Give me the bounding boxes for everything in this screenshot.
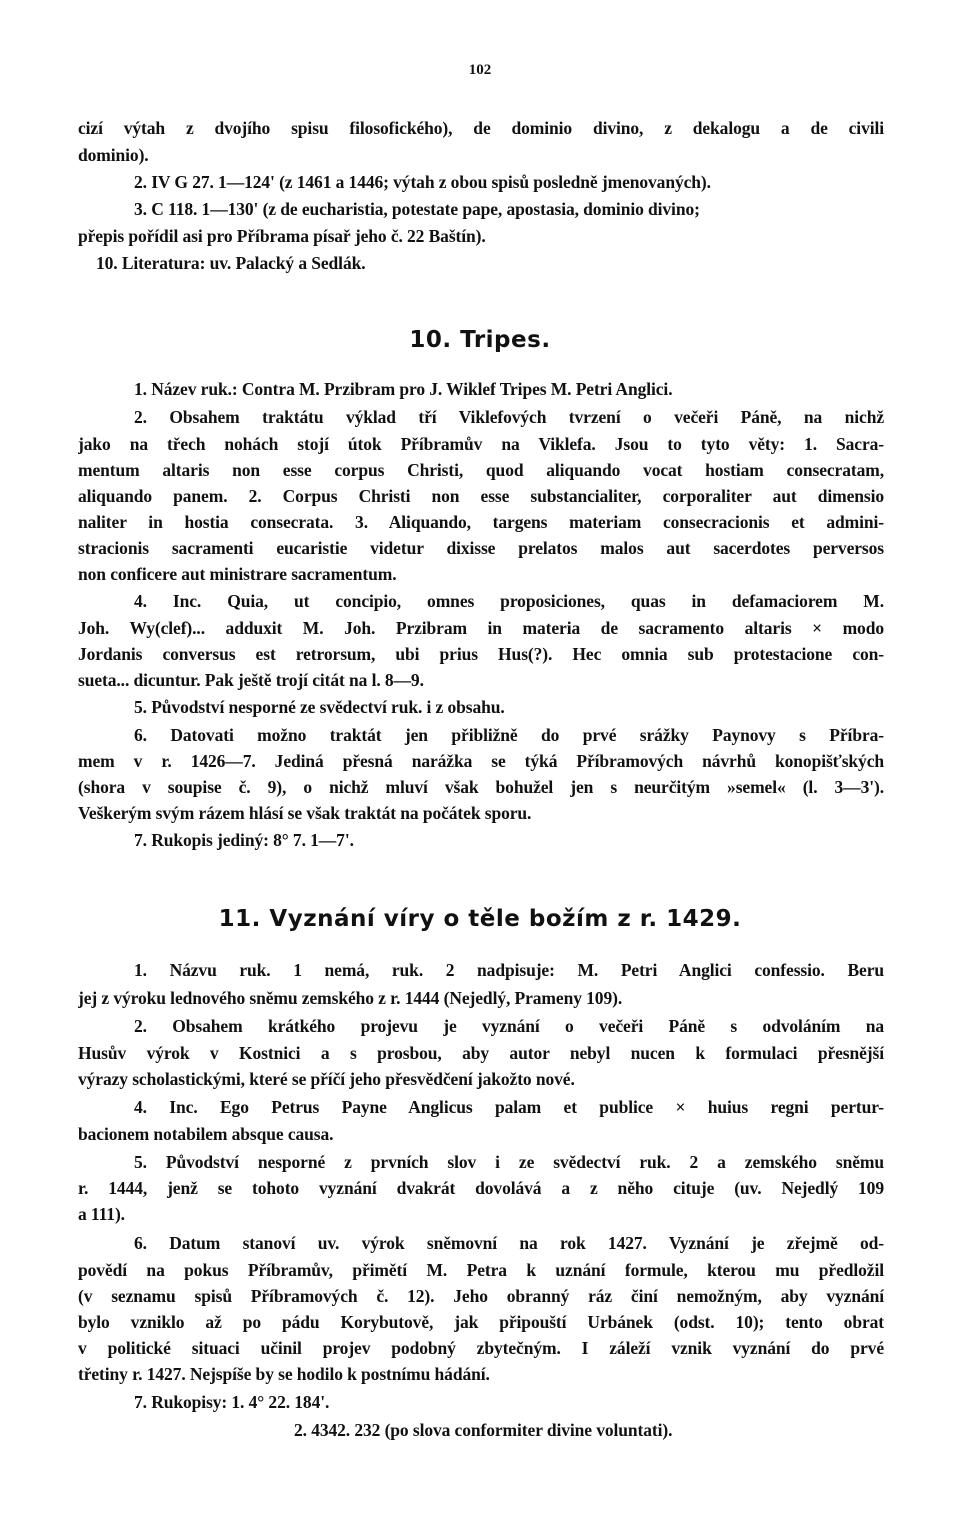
text-line: mentum altaris non esse corpus Christi, quod aliquando vocat hostiam consecratam, <box>78 462 884 480</box>
text-line: 6. Datovati možno traktát jen přibližně do prvé srážky Paynovy s Příbra- <box>134 727 884 745</box>
text-line: 2. 4342. 232 (po slova conformiter divine voluntati). <box>294 1422 673 1440</box>
text-line: 7. Rukopis jediný: 8° 7. 1—7'. <box>134 832 354 850</box>
text-line: stracionis sacramenti eucaristie videtur dixisse prelatos malos aut sacerdotes perversos <box>78 540 884 558</box>
text-line: Veškerým svým rázem hlásí se však traktát na počátek sporu. <box>78 805 532 823</box>
text-line: 7. Rukopisy: 1. 4° 22. 184'. <box>134 1394 330 1412</box>
text-line: výrazy scholastickými, které se příčí jeho přesvědčení jakožto nové. <box>78 1071 575 1089</box>
text-line: bacionem notabilem absque causa. <box>78 1126 334 1144</box>
text-line: 10. Literatura: uv. Palacký a Sedlák. <box>96 255 366 273</box>
text-line: bylo vzniklo až po pádu Korybutově, jak připouští Urbánek (odst. 10); tento obrat <box>78 1314 884 1332</box>
text-line: 5. Původství nesporné ze svědectví ruk. i z obsahu. <box>134 699 505 717</box>
text-line: 1. Názvu ruk. 1 nemá, ruk. 2 nadpisuje: M. Petri Anglici confessio. Beru <box>134 962 884 980</box>
text-line: povědí na pokus Příbramův, přimětí M. Petra k uznání formule, kterou mu předložil <box>78 1262 884 1280</box>
text-line: mem v r. 1426—7. Jediná přesná narážka se týká Příbramových návrhů konopišťských <box>78 753 884 771</box>
text-line: sueta... dicuntur. Pak ještě trojí citát na l. 8—9. <box>78 672 424 690</box>
text-line: třetiny r. 1427. Nejspíše by se hodilo k postnímu hádání. <box>78 1366 490 1384</box>
text-line: dominio). <box>78 147 149 165</box>
text-line: a 111). <box>78 1206 125 1224</box>
text-line: přepis pořídil asi pro Příbrama písař jeho č. 22 Baštín). <box>78 228 486 246</box>
text-line: Joh. Wy(clef)... adduxit M. Joh. Przibram in materia de sacramento altaris × modo <box>78 620 884 638</box>
text-line: (shora v soupise č. 9), o nichž mluví však bohužel jen s neurčitým »semel« (l. 3—3'). <box>78 779 884 797</box>
section-title: 10. Tripes. <box>409 327 551 353</box>
text-line: cizí výtah z dvojího spisu filosofického), de dominio divino, z dekalogu a de civili <box>78 120 884 138</box>
text-line: 2. Obsahem krátkého projevu je vyznání o večeři Páně s odvoláním na <box>134 1018 884 1036</box>
text-line: non conficere aut ministrare sacramentum. <box>78 566 397 584</box>
text-line: 3. C 118. 1—130' (z de eucharistia, potestate pape, apostasia, dominio divino; <box>134 201 700 219</box>
text-line: naliter in hostia consecrata. 3. Aliquando, targens materiam consecracionis et admini- <box>78 514 884 532</box>
text-line: jako na třech nohách stojí útok Příbramův na Viklefa. Jsou to tyto věty: 1. Sacra- <box>78 436 884 454</box>
text-line: v politické situaci učinil projev podobný zbytečným. I záleží vznik vyznání do prvé <box>78 1340 884 1358</box>
text-line: 2. Obsahem traktátu výklad tří Viklefových tvrzení o večeři Páně, na nichž <box>134 409 884 427</box>
text-line: 2. IV G 27. 1—124' (z 1461 a 1446; výtah z obou spisů posledně jmenovaných). <box>134 174 711 192</box>
text-line: 4. Inc. Ego Petrus Payne Anglicus palam et publice × huius regni pertur- <box>134 1099 884 1117</box>
text-line: Jordanis conversus est retrorsum, ubi prius Hus(?). Hec omnia sub protestacione con- <box>78 646 884 664</box>
text-line: aliquando panem. 2. Corpus Christi non esse substancialiter, corporaliter aut dimensio <box>78 488 884 506</box>
text-line: 4. Inc. Quia, ut concipio, omnes proposiciones, quas in defamaciorem M. <box>134 593 884 611</box>
page-number: 102 <box>468 62 492 78</box>
text-line: r. 1444, jenž se tohoto vyznání dvakrát dovolává a z něho cituje (uv. Nejedlý 109 <box>78 1180 884 1198</box>
text-line: 1. Název ruk.: Contra M. Przibram pro J. Wiklef Tripes M. Petri Anglici. <box>134 381 673 399</box>
text-line: (v seznamu spisů Příbramových č. 12). Jeho obranný ráz činí nemožným, aby vyznání <box>78 1288 884 1306</box>
text-line: Husův výrok v Kostnici a s prosbou, aby autor nebyl nucen k formulaci přesnější <box>78 1045 884 1063</box>
text-line: 6. Datum stanoví uv. výrok sněmovní na rok 1427. Vyznání je zřejmě od- <box>134 1235 884 1253</box>
section-title: 11. Vyznání víry o těle božím z r. 1429. <box>218 906 742 932</box>
text-line: jej z výroku lednového sněmu zemského z r. 1444 (Nejedlý, Prameny 109). <box>78 990 623 1008</box>
text-line: 5. Původství nesporné z prvních slov i ze svědectví ruk. 2 a zemského sněmu <box>134 1154 884 1172</box>
